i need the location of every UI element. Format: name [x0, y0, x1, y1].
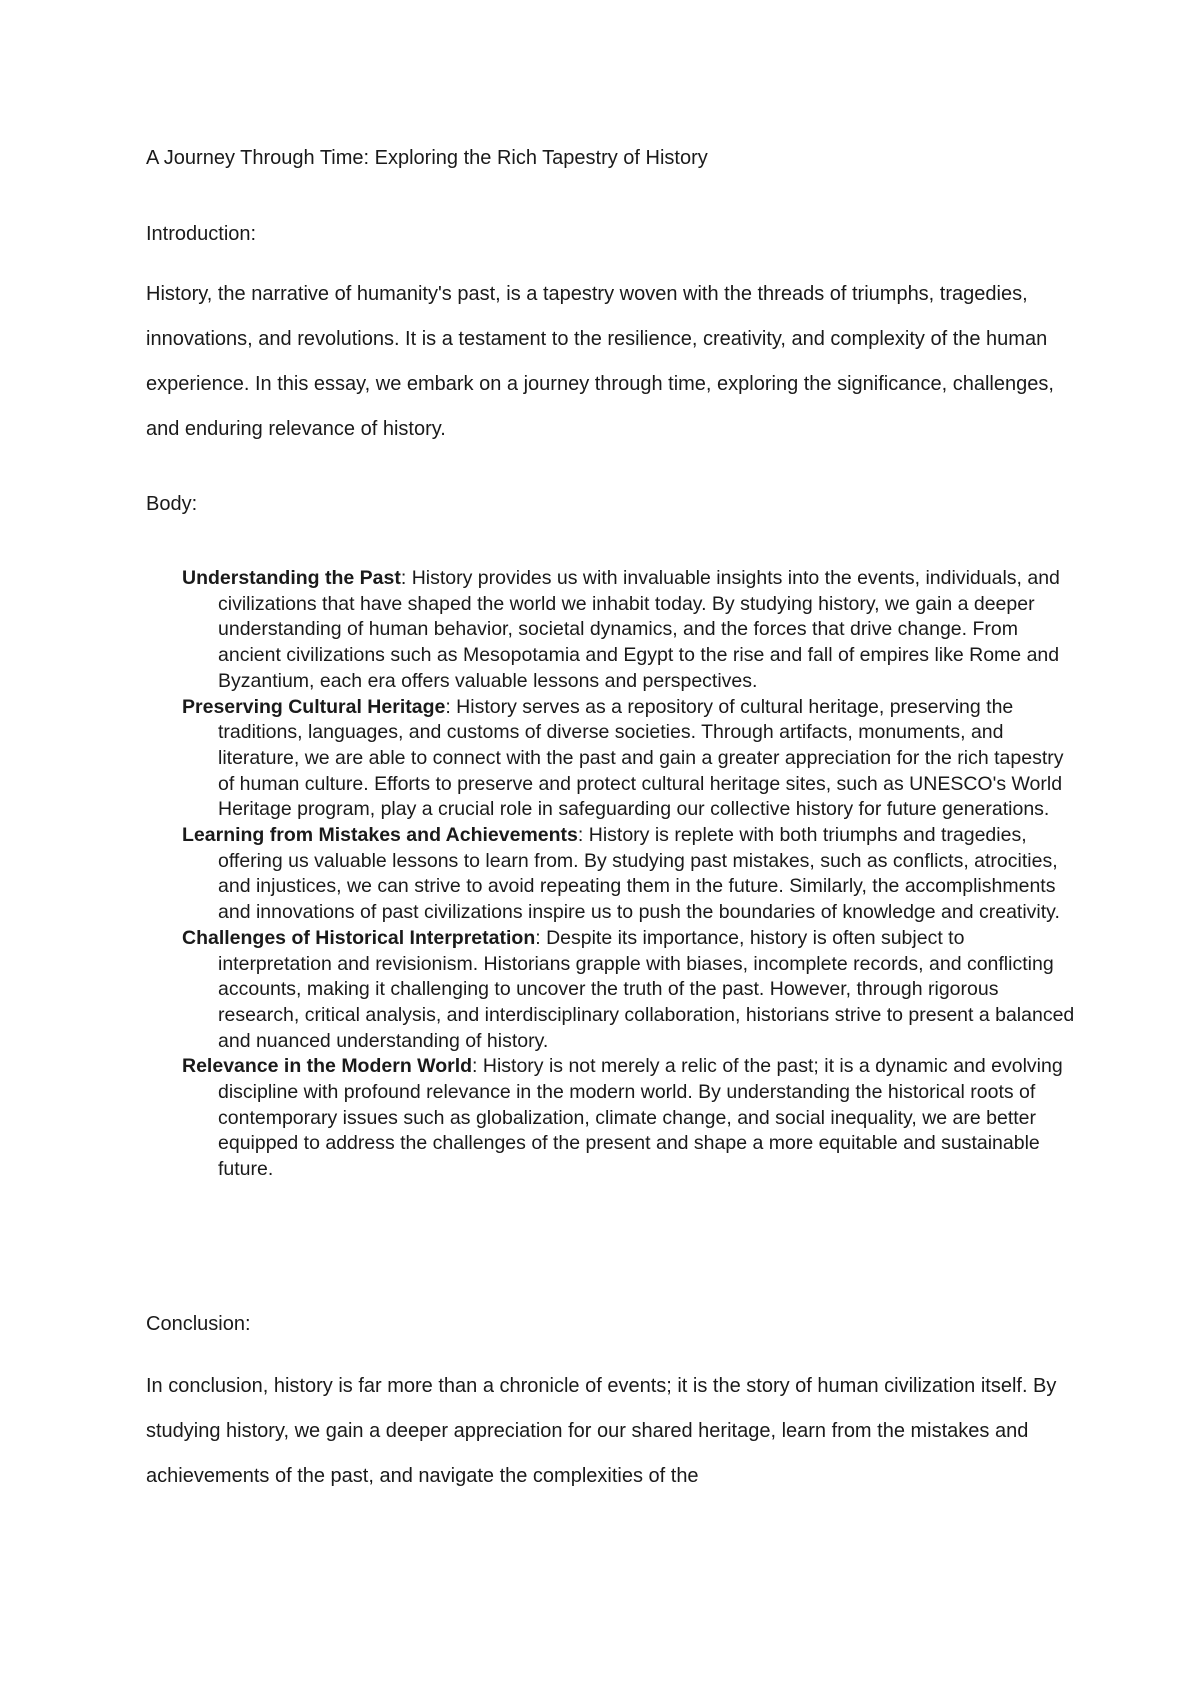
body-item-learning-from-mistakes: [182, 823, 1082, 926]
introduction-paragraph: History, the narrative of humanity's past, is a tapestry woven with the threads of triumphs, tragedies, innovations, and revolutions. It is a testament to the resilience, creativity, and complexity of the human experience. In this essay, we embark on a journey through time, exploring the significance, challenges, and enduring relevance of history.: [146, 283, 1054, 440]
body-heading: Body:: [146, 493, 198, 515]
body-item-text: : Despite its importance, history is often subject to interpretation and revisionism. Historians grapple with biases, incomplete records, and conflicting accounts, making it challenging to uncover the truth of the past. However, through rigorous research, critical analysis, and interdisciplinary collaboration, historians strive to present a balanced and nuanced understanding of history.: [218, 926, 1075, 1052]
body-item-relevance-modern-world: [182, 1054, 1082, 1183]
document-title: A Journey Through Time: Exploring the Rich Tapestry of History: [146, 147, 708, 169]
body-item-title: Understanding the Past: [182, 567, 401, 589]
body-item-challenges-of-interpretation: [182, 926, 1082, 1055]
introduction-heading: Introduction:: [146, 223, 257, 245]
body-item-text: : History is replete with both triumphs and tragedies, offering us valuable lessons to learn from. By studying past mistakes, such as conflicts, atrocities, and injustices, we can strive to avoid repeating them in the future. Similarly, the accomplishments and innovations of past civilizations inspire us to push the boundaries of knowledge and creativity.: [218, 824, 1060, 924]
body-item-text: : History is not merely a relic of the past; it is a dynamic and evolving discipline with profound relevance in the modern world. By understanding the historical roots of contemporary issues such as globalization, climate change, and social inequality, we are better equipped to address the challenges of the present and shape a more equitable and sustainable future.: [218, 1055, 1063, 1181]
body-item-understanding-the-past: [182, 566, 1082, 695]
conclusion-heading: Conclusion:: [146, 1313, 251, 1335]
conclusion-paragraph: In conclusion, history is far more than a chronicle of events; it is the story of human civilization itself. By studying history, we gain a deeper appreciation for our shared heritage, learn from the mistakes and achievements of the past, and navigate the complexities of the: [146, 1375, 1057, 1487]
body-item-title: Preserving Cultural Heritage: [182, 695, 446, 718]
body-item-preserving-cultural-heritage: [182, 695, 1082, 824]
body-item-text: : History provides us with invaluable insights into the events, individuals, and civilizations that have shaped the world we inhabit today. By studying history, we gain a deeper understanding of human behavior, societal dynamics, and the forces that drive change. From ancient civilizations such as Mesopotamia and Egypt to the rise and fall of empires like Rome and Byzantium, each era offers valuable lessons and perspectives.: [218, 567, 1060, 692]
body-list: [182, 566, 1082, 1183]
body-item-title: Learning from Mistakes and Achievements: [182, 824, 578, 847]
body-item-title: Relevance in the Modern World: [182, 1055, 473, 1078]
body-item-title: Challenges of Historical Interpretation: [182, 926, 536, 949]
body-item-text: : History serves as a repository of cultural heritage, preserving the traditions, languages, and customs of diverse societies. Through artifacts, monuments, and literature, we are able to connect with the past and gain a greater appreciation for the rich tapestry of human culture. Efforts to preserve and protect cultural heritage sites, such as UNESCO's World Heritage program, play a crucial role in safeguarding our collective history for future generations.: [218, 695, 1064, 821]
